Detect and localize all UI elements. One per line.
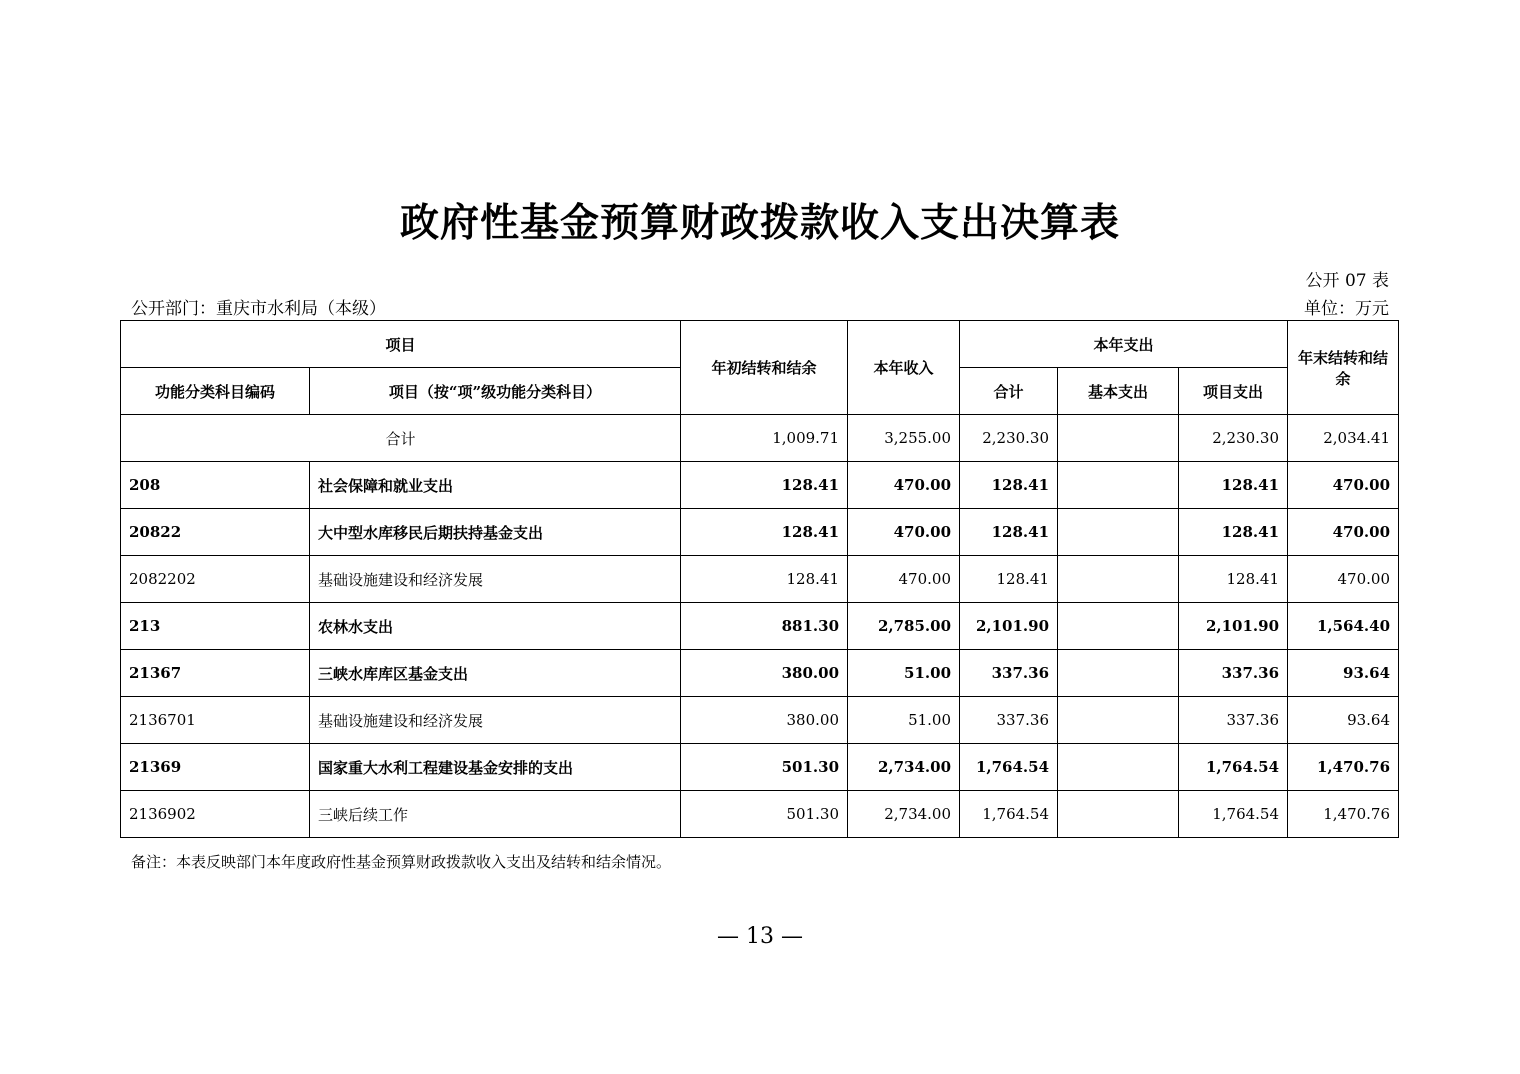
header-project-expense: 项目支出 (1179, 368, 1288, 415)
row-project: 1,764.54 (1179, 744, 1288, 791)
row-basic (1058, 791, 1179, 838)
row-closing: 1,470.76 (1288, 791, 1399, 838)
row-name: 基础设施建设和经济发展 (310, 697, 681, 744)
total-label: 合计 (121, 415, 681, 462)
page-title: 政府性基金预算财政拨款收入支出决算表 (399, 200, 1120, 246)
row-code: 21369 (121, 744, 310, 791)
row-closing: 93.64 (1288, 650, 1399, 697)
header-code: 功能分类科目编码 (121, 368, 310, 415)
table-row (121, 650, 1399, 697)
row-income: 2,734.00 (848, 744, 960, 791)
total-row (121, 415, 1399, 462)
row-code: 2082202 (121, 556, 310, 603)
row-opening: 380.00 (681, 697, 848, 744)
table-row (121, 556, 1399, 603)
header-current-income: 本年收入 (848, 321, 960, 415)
row-project: 1,764.54 (1179, 791, 1288, 838)
row-closing: 93.64 (1288, 697, 1399, 744)
row-basic (1058, 462, 1179, 509)
row-basic (1058, 697, 1179, 744)
row-opening: 501.30 (681, 744, 848, 791)
row-opening: 128.41 (681, 556, 848, 603)
department-label: 公开部门：重庆市水利局（本级） (131, 299, 386, 319)
header-basic-expense: 基本支出 (1058, 368, 1179, 415)
row-expense-total: 337.36 (960, 697, 1058, 744)
table-row (121, 462, 1399, 509)
row-expense-total: 1,764.54 (960, 744, 1058, 791)
total-income: 3,255.00 (848, 415, 960, 462)
row-income: 2,734.00 (848, 791, 960, 838)
row-expense-total: 128.41 (960, 509, 1058, 556)
row-opening: 380.00 (681, 650, 848, 697)
row-project: 2,101.90 (1179, 603, 1288, 650)
row-project: 128.41 (1179, 509, 1288, 556)
row-name: 国家重大水利工程建设基金安排的支出 (310, 744, 681, 791)
header-expense-total: 合计 (960, 368, 1058, 415)
row-opening: 128.41 (681, 509, 848, 556)
row-code: 213 (121, 603, 310, 650)
row-basic (1058, 603, 1179, 650)
row-closing: 470.00 (1288, 556, 1399, 603)
row-closing: 470.00 (1288, 509, 1399, 556)
row-basic (1058, 744, 1179, 791)
fund-table (120, 320, 1399, 838)
row-income: 2,785.00 (848, 603, 960, 650)
row-name: 大中型水库移民后期扶持基金支出 (310, 509, 681, 556)
row-basic (1058, 650, 1179, 697)
row-closing: 1,564.40 (1288, 603, 1399, 650)
page-number: — 13 — (717, 924, 803, 949)
row-code: 2136701 (121, 697, 310, 744)
total-basic (1058, 415, 1179, 462)
header-closing-balance: 年末结转和结余 (1288, 321, 1399, 415)
row-income: 51.00 (848, 650, 960, 697)
unit-label: 单位：万元 (1304, 299, 1389, 319)
table-row (121, 603, 1399, 650)
row-opening: 501.30 (681, 791, 848, 838)
header-project: 项目 (121, 321, 681, 368)
row-opening: 881.30 (681, 603, 848, 650)
table-row (121, 509, 1399, 556)
row-expense-total: 128.41 (960, 462, 1058, 509)
table-row (121, 791, 1399, 838)
row-income: 51.00 (848, 697, 960, 744)
footnote: 备注：本表反映部门本年度政府性基金预算财政拨款收入支出及结转和结余情况。 (131, 853, 672, 871)
total-expense: 2,230.30 (960, 415, 1058, 462)
total-closing: 2,034.41 (1288, 415, 1399, 462)
row-project: 337.36 (1179, 697, 1288, 744)
header-current-expense: 本年支出 (960, 321, 1288, 368)
row-project: 128.41 (1179, 462, 1288, 509)
table-row (121, 744, 1399, 791)
row-code: 20822 (121, 509, 310, 556)
row-name: 农林水支出 (310, 603, 681, 650)
row-opening: 128.41 (681, 462, 848, 509)
row-code: 208 (121, 462, 310, 509)
row-name: 基础设施建设和经济发展 (310, 556, 681, 603)
row-expense-total: 2,101.90 (960, 603, 1058, 650)
row-closing: 470.00 (1288, 462, 1399, 509)
header-item: 项目（按“项”级功能分类科目） (310, 368, 681, 415)
row-expense-total: 337.36 (960, 650, 1058, 697)
row-name: 三峡水库库区基金支出 (310, 650, 681, 697)
header-opening-balance: 年初结转和结余 (681, 321, 848, 415)
row-project: 128.41 (1179, 556, 1288, 603)
row-basic (1058, 509, 1179, 556)
row-name: 社会保障和就业支出 (310, 462, 681, 509)
row-basic (1058, 556, 1179, 603)
row-code: 2136902 (121, 791, 310, 838)
total-project: 2,230.30 (1179, 415, 1288, 462)
row-project: 337.36 (1179, 650, 1288, 697)
row-closing: 1,470.76 (1288, 744, 1399, 791)
row-expense-total: 1,764.54 (960, 791, 1058, 838)
table-number: 公开 07 表 (1305, 271, 1389, 291)
row-income: 470.00 (848, 556, 960, 603)
total-opening: 1,009.71 (681, 415, 848, 462)
row-name: 三峡后续工作 (310, 791, 681, 838)
table-row (121, 697, 1399, 744)
row-income: 470.00 (848, 509, 960, 556)
row-expense-total: 128.41 (960, 556, 1058, 603)
row-income: 470.00 (848, 462, 960, 509)
row-code: 21367 (121, 650, 310, 697)
